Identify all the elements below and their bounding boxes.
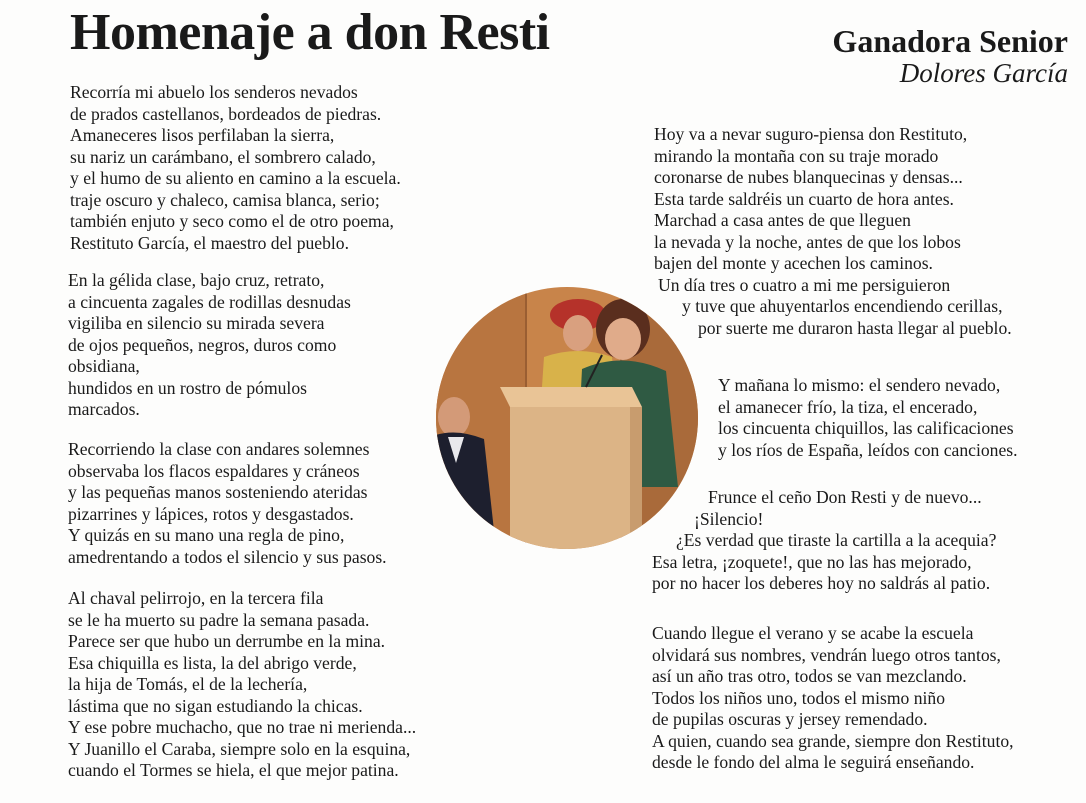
verse-line: Esa chiquilla es lista, la del abrigo verde, <box>68 652 357 673</box>
poem-title: Homenaje a don Resti <box>70 4 550 61</box>
verse-line: Y mañana lo mismo: el sendero nevado, <box>718 375 1001 395</box>
verse-line: también enjuto y seco como el de otro poema, <box>70 211 394 231</box>
verse-line: Un día tres o cuatro a mi me persiguieron <box>658 274 951 295</box>
verse-line: su nariz un carámbano, el sombrero calado, <box>70 146 376 167</box>
verse-line: cuando el Tormes se hiela, el que mejor patina. <box>68 760 399 780</box>
verse-line: ¡Silencio! <box>694 508 764 529</box>
verse-line: así un año tras otro, todos se van mezclando. <box>652 666 967 686</box>
verse-line: coronarse de nubes blanquecinas y densas... <box>654 167 963 187</box>
right-stanza-3 <box>652 487 996 595</box>
verse-line: lástima que no sigan estudiando la chicas. <box>68 695 363 716</box>
right-stanza-2 <box>718 375 1018 461</box>
verse-line: desde le fondo del alma le seguirá enseñando. <box>652 752 975 772</box>
award-label: Ganadora Senior <box>832 23 1068 59</box>
verse-line: el amanecer frío, la tiza, el encerado, <box>718 396 978 417</box>
verse-line: Marchad a casa antes de que lleguen <box>654 210 911 230</box>
verse-line: Esa letra, ¡zoquete!, que no las has mejorado, <box>652 551 972 572</box>
verse-line: mirando la montaña con su traje morado <box>654 145 939 166</box>
left-stanza-2 <box>68 270 351 421</box>
verse-line: la hija de Tomás, el de la lechería, <box>68 674 308 694</box>
verse-line: En la gélida clase, bajo cruz, retrato, <box>68 270 325 290</box>
verse-line: de pupilas oscuras y jersey remendado. <box>652 709 928 729</box>
verse-line: traje oscuro y chaleco, camisa blanca, serio; <box>70 189 380 210</box>
left-stanza-3 <box>68 439 387 568</box>
verse-line: marcados. <box>68 399 140 419</box>
right-stanza-1 <box>654 124 1012 339</box>
verse-line: Amaneceres lisos perfilaban la sierra, <box>70 125 335 145</box>
verse-line: de prados castellanos, bordeados de piedras. <box>70 103 382 124</box>
ceremony-photo <box>436 287 698 549</box>
verse-line: Cuando llegue el verano y se acabe la escuela <box>652 623 974 643</box>
verse-line: A quien, cuando sea grande, siempre don Restituto, <box>652 730 1014 751</box>
verse-line: por suerte me duraron hasta llegar al pueblo. <box>698 317 1012 338</box>
verse-line: la nevada y la noche, antes de que los lobos <box>654 231 961 252</box>
verse-line: a cincuenta zagales de rodillas desnudas <box>68 291 351 312</box>
verse-line: y los ríos de España, leídos con canciones. <box>718 439 1018 460</box>
verse-line: Al chaval pelirrojo, en la tercera fila <box>68 588 324 608</box>
verse-line: hundidos en un rostro de pómulos <box>68 377 307 398</box>
left-stanza-4 <box>68 588 416 782</box>
verse-line: Frunce el ceño Don Resti y de nuevo... <box>708 487 982 507</box>
verse-line: se le ha muerto su padre la semana pasada. <box>68 609 370 630</box>
verse-line: observaba los flacos espaldares y cráneos <box>68 460 360 481</box>
verse-line: Recorría mi abuelo los senderos nevados <box>70 82 358 102</box>
verse-line: Restituto García, el maestro del pueblo. <box>70 232 349 253</box>
verse-line: obsidiana, <box>68 356 140 376</box>
award-block <box>832 24 1068 89</box>
verse-line: Todos los niños uno, todos el mismo niño <box>652 687 945 708</box>
verse-line: Y Juanillo el Caraba, siempre solo en la esquina, <box>68 738 411 759</box>
verse-line: Y quizás en su mano una regla de pino, <box>68 525 345 545</box>
verse-line: y tuve que ahuyentarlos encendiendo cerillas, <box>682 296 1003 316</box>
verse-line: por no hacer los deberes hoy no saldrás al patio. <box>652 573 991 593</box>
left-stanza-1 <box>70 82 401 254</box>
ceremony-photo-illustration <box>436 287 698 549</box>
verse-line: pizarrines y lápices, rotos y desgastados. <box>68 503 354 524</box>
verse-line: amedrentando a todos el silencio y sus pasos. <box>68 546 387 567</box>
verse-line: Recorriendo la clase con andares solemnes <box>68 439 370 459</box>
verse-line: vigiliba en silencio su mirada severa <box>68 313 325 333</box>
author-name: Dolores García <box>899 58 1068 89</box>
verse-line: Esta tarde saldréis un cuarto de hora antes. <box>654 188 954 209</box>
verse-line: bajen del monte y acechen los caminos. <box>654 253 933 273</box>
verse-line: olvidará sus nombres, vendrán luego otros tantos, <box>652 644 1001 665</box>
verse-line: ¿Es verdad que tiraste la cartilla a la acequia? <box>676 530 997 550</box>
verse-line: Y ese pobre muchacho, que no trae ni merienda... <box>68 717 417 737</box>
right-stanza-4 <box>652 623 1014 774</box>
verse-line: Parece ser que hubo un derrumbe en la mina. <box>68 631 386 651</box>
verse-line: Hoy va a nevar suguro-piensa don Restituto, <box>654 124 968 144</box>
verse-line: y el humo de su aliento en camino a la escuela. <box>70 168 401 188</box>
verse-line: y las pequeñas manos sosteniendo ateridas <box>68 482 368 502</box>
verse-line: de ojos pequeños, negros, duros como <box>68 334 337 355</box>
verse-line: los cincuenta chiquillos, las calificaciones <box>718 418 1014 438</box>
